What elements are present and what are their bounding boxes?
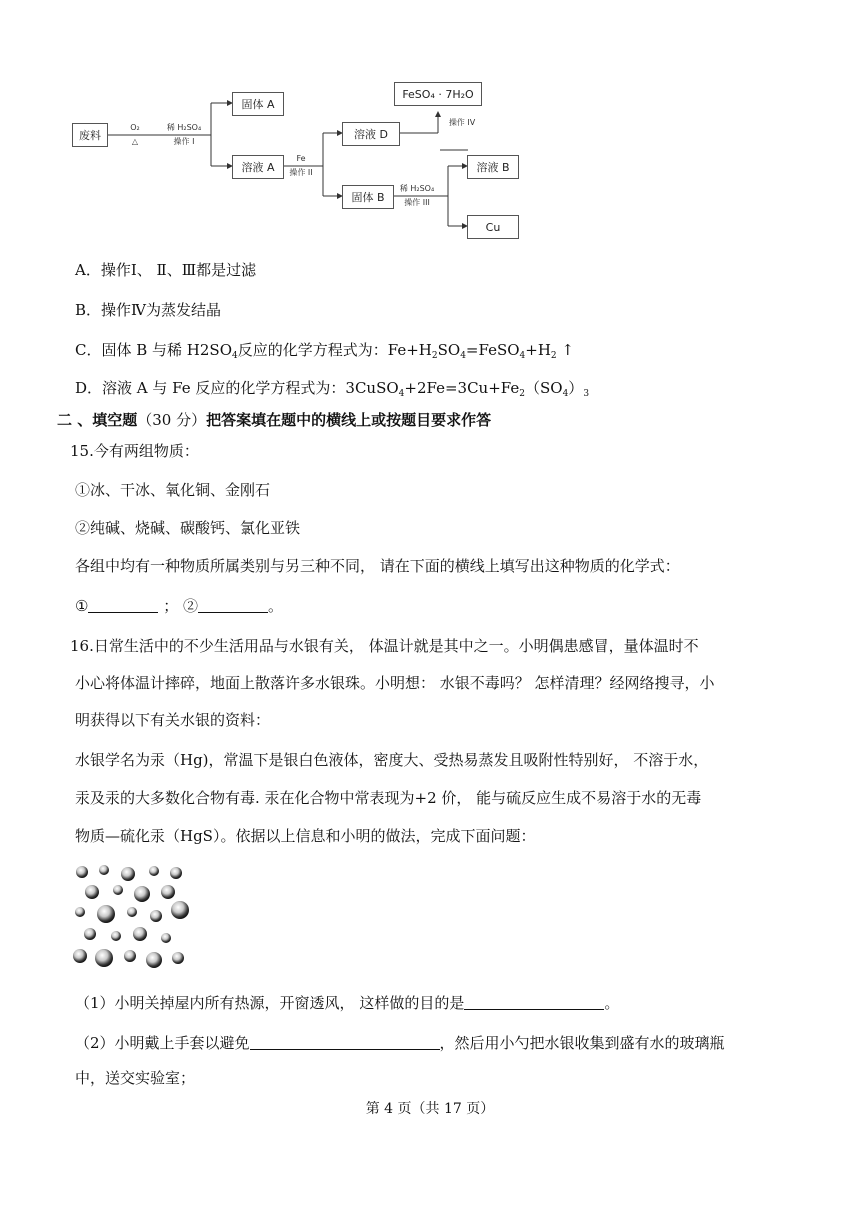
q15-answer-line: ① ； ② 。 [75, 597, 284, 615]
q16-sub-2: （2）小明戴上手套以避免 ，然后用小勺把水银收集到盛有水的玻璃瓶 [75, 1034, 725, 1052]
q16-line-4: 水银学名为汞（Hg)，常温下是银白色液体，密度大、受热易蒸发且吸附性特别好， 不溶于水， [75, 751, 709, 769]
node-solid-a: 固体 A [232, 92, 284, 116]
q16-line-5: 汞及汞的大多数化合物有毒. 汞在化合物中常表现为+2 价， 能与硫反应生成不易溶于水的无毒 [75, 789, 702, 807]
q16-sub-1: （1）小明关掉屋内所有热源，开窗透风， 这样做的目的是 。 [75, 994, 620, 1012]
node-solid-b: 固体 B [342, 185, 394, 209]
label-op3: 操作 III [404, 198, 430, 207]
q16-line-1: 16.日常生活中的不少生活用品与水银有关， 体温计就是其中之一。小明偶患感冒，量体温时不 [70, 637, 699, 655]
label-heat: △ [131, 137, 139, 146]
label-op1: 操作 I [173, 137, 195, 146]
node-solution-a: 溶液 A [232, 155, 284, 179]
q15-group-1: ①冰、干冰、氧化铜、金刚石 [75, 481, 271, 499]
q15-stem: 15.今有两组物质： [70, 442, 199, 460]
q16-line-3: 明获得以下有关水银的资料： [75, 711, 271, 729]
option-d: D．溶液 A 与 Fe 反应的化学方程式为：$3CuSO_4+2Fe=3Cu+Fe_2(SO_4)_3$ [75, 379, 590, 399]
q16-blank-1[interactable] [464, 993, 604, 1010]
q15-blank-1[interactable] [88, 596, 158, 613]
mercury-droplets-image [70, 862, 192, 974]
node-waste: 废料 [72, 123, 108, 147]
option-a: A．操作Ⅰ、 Ⅱ、Ⅲ都是过滤 [75, 261, 257, 279]
option-b: B．操作Ⅳ为蒸发结晶 [75, 301, 222, 319]
q15-blank-2[interactable] [198, 596, 268, 613]
option-c: C．固体 B 与稀 $H2SO_4$反应的化学方程式为：$Fe+H_2SO_4=FeSO_4+H_2$ ↑ [75, 341, 574, 361]
label-op1-acid: 稀 H₂SO₄ [166, 123, 202, 132]
q15-group-2: ②纯碱、烧碱、碳酸钙、氯化亚铁 [75, 519, 301, 537]
q16-sub-2-continued: 中，送交实验室； [75, 1069, 196, 1087]
q16-line-6: 物质—硫化汞（HgS）。依据以上信息和小明的做法，完成下面问题： [75, 827, 536, 845]
node-cu: Cu [467, 215, 519, 239]
label-op2-fe: Fe [296, 154, 306, 163]
process-flowchart [68, 78, 528, 243]
page-footer: 第 4 页（共 17 页） [365, 1101, 495, 1117]
label-op3-acid: 稀 H₂SO₄ [399, 184, 435, 193]
q15-instruction: 各组中均有一种物质所属类别与另三种不同， 请在下面的横线上填写出这种物质的化学式： [75, 557, 680, 575]
node-feso4: FeSO₄ · 7H₂O [394, 82, 482, 106]
section-2-title: 二 、填空题（30 分）把答案填在题中的横线上或按题目要求作答 [57, 411, 492, 429]
node-solution-b: 溶液 B [467, 155, 519, 179]
q16-line-2: 小心将体温计摔碎，地面上散落许多水银珠。小明想： 水银不毒吗？ 怎样清理？经网络搜寻，小 [75, 674, 715, 692]
label-o2: O₂ [130, 123, 140, 132]
label-op4: 操作 IV [448, 118, 476, 127]
node-solution-d: 溶液 D [342, 122, 400, 146]
q16-blank-2[interactable] [250, 1033, 440, 1050]
label-op2: 操作 II [289, 168, 313, 177]
